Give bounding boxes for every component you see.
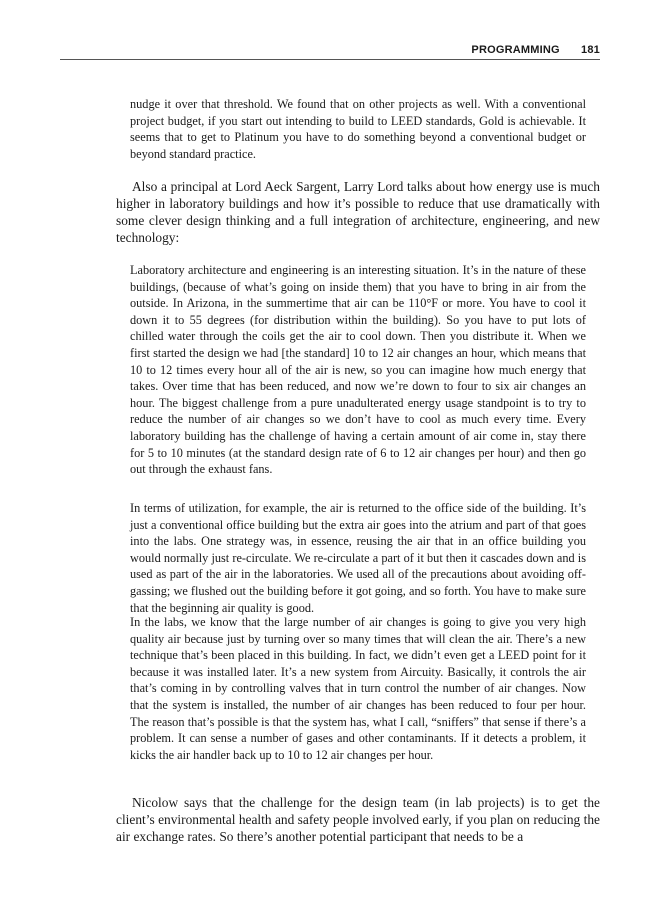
- block-quote-continued: nudge it over that threshold. We found that on other projects as well. With a conventional project budget, if you start out intending to build to LEED standards, Gold is achievable. It seems that to get to Platinum you have to do something beyond a conventional budget or beyond standard practice.: [130, 97, 586, 161]
- block-quote-air-changes: In the labs, we know that the large number of air changes is going to give you very high quality air because just by turning over so many times that will clean the air. There’s a new technique that’s been placed in this building. In fact, we didn’t even get a LEED point for it because it was installed later. It’s a new system from Aircuity. Basically, it controls the air that’s coming in by controlling valves that in turn control the number of air changes. Now that the system is installed, the number of air changes has been reduced to four per hour. The reason that’s possible is that the system has, what I call, “sniffers” that sense if there’s a problem. It can sense a number of gases and other contaminants. If it detects a problem, it kicks the air handler back up to 10 to 12 air changes per hour.: [130, 615, 586, 762]
- section-title: PROGRAMMING: [471, 44, 560, 56]
- page-number: 181: [581, 44, 600, 56]
- running-header: [60, 44, 600, 60]
- body-paragraph-larry-lord: Also a principal at Lord Aeck Sargent, Larry Lord talks about how energy use is much higher in laboratory buildings and how it’s possible to reduce that use dramatically with some clever design thinking and a full integration of architecture, engineering, and new technology:: [116, 179, 600, 245]
- body-paragraph-nicolow: Nicolow says that the challenge for the design team (in lab projects) is to get the client’s environmental health and safety people involved early, if you plan on reducing the air exchange rates. So there’s another potential participant that needs to be a: [116, 795, 600, 844]
- block-quote-utilization: In terms of utilization, for example, the air is returned to the office side of the building. It’s just a conventional office building but the extra air goes into the atrium and part of that goes into the labs. One strategy was, in essence, reusing the air that in an office building you would normally just re-circulate. We re-circulate a part of it but then it cascades down and is used as part of the air in the laboratories. We used all of the precautions about avoiding off-gassing; we flushed out the building before it got going, and so forth. You have to make sure that the beginning air quality is good.: [130, 501, 586, 615]
- block-quote-laboratory-air: Laboratory architecture and engineering is an interesting situation. It’s in the nature of these buildings, (because of what’s going on inside them) that you have to bring in air from the outside. In Arizona, in the summertime that air can be 110°F or more. You have to cool it down it to 55 degrees (for distribution within the building). So you have to put lots of chilled water through the coils get the air to cool down. Then you distribute it. When we first started the design we had [the standard] 10 to 12 air changes an hour, which means that 10 to 12 times every hour all of the air is new, so you can imagine how much energy that takes. Over time that has been reduced, and now we’re down to four to six air changes an hour. The biggest challenge from a pure unadulterated energy usage standpoint is to try to reduce the number of air changes so we don’t have to cool as much every time. Every laboratory building has the challenge of having a certain amount of air come in, stay there for 5 to 10 minutes (at the standard design rate of 6 to 12 air changes per hour) and then go out through the exhaust fans.: [130, 263, 586, 477]
